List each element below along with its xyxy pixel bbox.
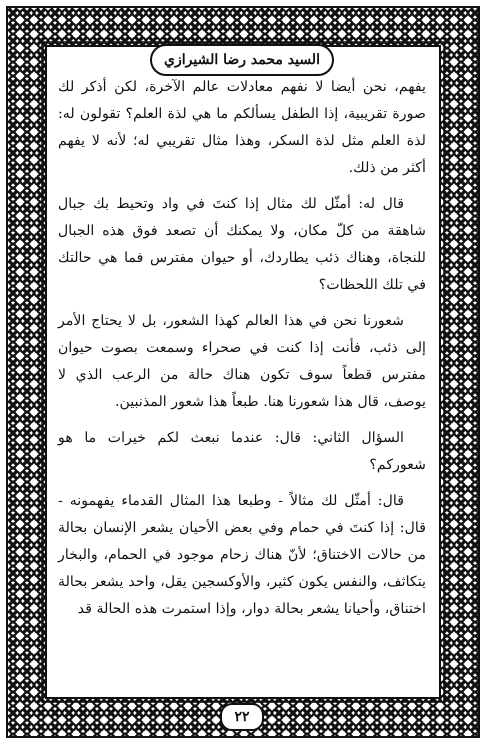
page-number-badge: ٢٢ — [220, 703, 264, 731]
page-header-title: السيد محمد رضا الشيرازي — [150, 44, 334, 76]
paragraph-1: يفهم، نحن أيضا لا نفهم معادلات عالم الآخرة، لكن أذكر لك صورة تقريبية، إذا الطفل يسألكم ما هي لذة العلم؟ تقولون له: لذة العلم مثل لذة السكر، وهذا مثال تقريبي له؛ لأنه لا يفهم أكثر من ذلك. — [58, 79, 426, 176]
paragraph-3: شعورنا نحن في هذا العالم كهذا الشعور، بل لا يحتاج الأمر إلى ذئب، فأنت إذا كنت في صحراء وسمعت بصوت حيوان مفترس قطعاً سوف تكون هناك حالة من الرعب الذي لا يوصف، قال هذا شعورنا هنا. طبعاً هذا شعور المذنبين. — [58, 313, 426, 410]
page-body-text — [58, 74, 426, 632]
paragraph-5: قال: أمثّل لك مثالاً - وطبعا هذا المثال القدماء يفهمونه - قال: إذا كنتَ في حمام وفي بعض الأحيان يشعر الإنسان بحالة من حالات الاختناق؛ لأنّ هناك زحام موجود في الحمام، والبخار يتكاثف، والنفس يكون كثير، والأوكسجين يقل، واحد يشعر بحالة اختناق، وأحيانا يشعر بحالة دوار، وإذا استمرت هذه الحالة قد — [58, 493, 426, 617]
paragraph-2: قال له: أمثّل لك مثال إذا كنتَ في واد وتحيط بك جبال شاهقة من كلّ مكان، ولا يمكنك أن تصعد فوق هذه الجبال للنجاة، وهناك ذئب يطاردك، أو حيوان مفترس فما هي حالتك في تلك اللحظات؟ — [58, 196, 426, 293]
paragraph-4: السؤال الثاني: قال: عندما نبعث لكم خيرات ما هو شعوركم؟ — [58, 430, 426, 473]
